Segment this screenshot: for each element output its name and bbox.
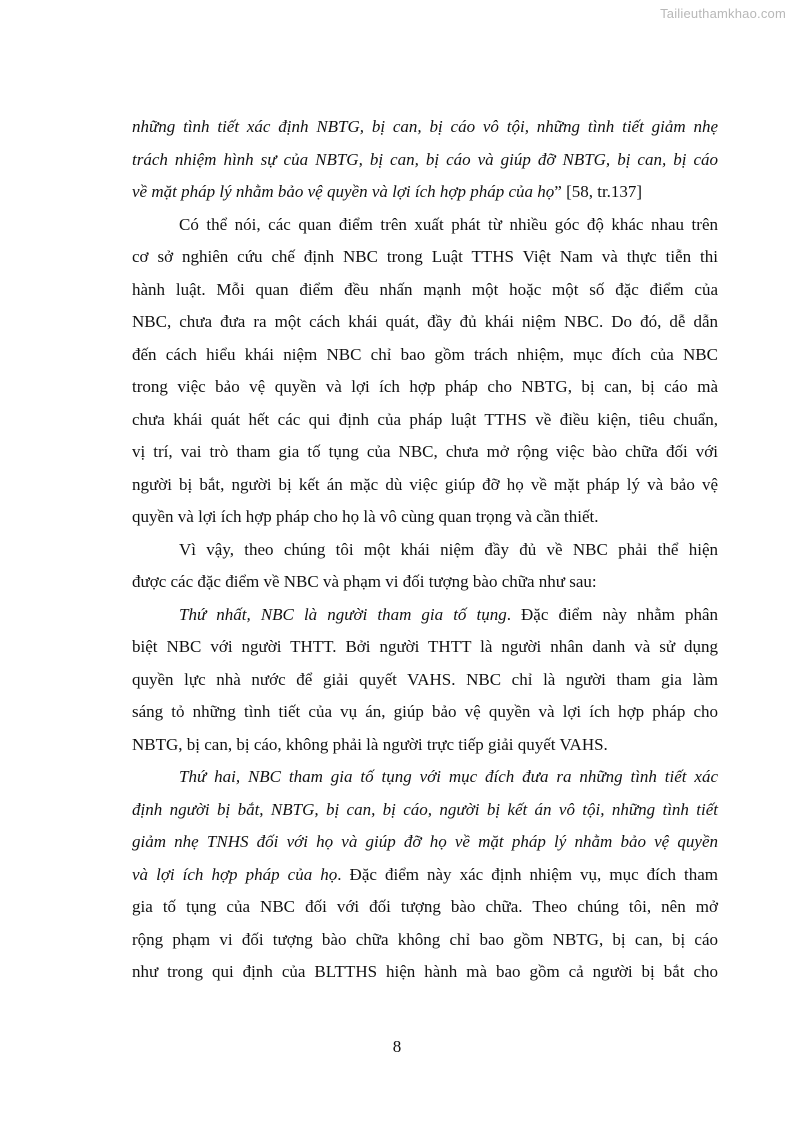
citation: ” [58, tr.137]: [554, 182, 643, 201]
text-line: gia tố tụng của NBC đối với đối tượng bào chữa. Theo chúng tôi, nên mở: [132, 897, 718, 916]
text-line: được các đặc điểm về NBC và phạm vi đối tượng bào chữa như sau:: [132, 572, 597, 591]
text-line: quyền và lợi ích hợp pháp cho họ là vô cùng quan trọng và cần thiết.: [132, 507, 599, 526]
text-line: định người bị bắt, NBTG, bị can, bị cáo, người bị kết án vô tội, những tình tiết: [132, 799, 718, 819]
text-line: biệt NBC với người THTT. Bởi người THTT là người nhân danh và sử dụng: [132, 637, 718, 656]
text-line: Vì vậy, theo chúng tôi một khái niệm đầy đủ về NBC phải thể hiện: [179, 539, 718, 559]
document-body: [132, 111, 718, 989]
text-line: giảm nhẹ TNHS đối với họ và giúp đỡ họ về mặt pháp lý nhằm bảo vệ quyền: [132, 832, 718, 851]
watermark: Tailieuthamkhao.com: [660, 6, 786, 21]
page-number: 8: [392, 1037, 402, 1056]
text-line: sáng tỏ những tình tiết của vụ án, giúp bảo vệ quyền và lợi ích hợp pháp cho: [132, 702, 718, 721]
text-line: trong việc bảo vệ quyền và lợi ích hợp pháp cho NBTG, bị can, bị cáo mà: [132, 377, 718, 396]
text-line: chưa khái quát hết các qui định của pháp luật TTHS về điều kiện, tiêu chuẩn,: [132, 409, 718, 429]
text-line: đến cách hiểu khái niệm NBC chỉ bao gồm trách nhiệm, mục đích của NBC: [132, 344, 718, 364]
text-line: như trong qui định của BLTTHS hiện hành mà bao gồm cả người bị bắt cho: [132, 962, 718, 981]
italic-span: về mặt pháp lý nhằm bảo vệ quyền và lợi ích hợp pháp của họ: [132, 182, 555, 201]
text-line: vị trí, vai trò tham gia tố tụng của NBC, chưa mở rộng việc bào chữa đối với: [132, 442, 718, 461]
text-span: . Đặc điểm này nhằm phân: [506, 604, 718, 624]
text-line: người bị bắt, người bị kết án mặc dù việc giúp đỡ họ về mặt pháp lý và bảo vệ: [132, 474, 718, 494]
text-line: Thứ hai, NBC tham gia tố tụng với mục đích đưa ra những tình tiết xác: [179, 767, 718, 786]
text-line: rộng phạm vi đối tượng bào chữa không chỉ bao gồm NBTG, bị can, bị cáo: [132, 929, 718, 949]
italic-span: Thứ nhất, NBC là người tham gia tố tụng: [179, 604, 507, 624]
italic-span: và lợi ích hợp pháp của họ: [132, 864, 338, 884]
text-line: NBTG, bị can, bị cáo, không phải là người trực tiếp giải quyết VAHS.: [132, 734, 608, 754]
text-line: NBC, chưa đưa ra một cách khái quát, đầy đủ khái niệm NBC. Do đó, dễ dẫn: [132, 312, 718, 331]
text-line: cơ sở nghiên cứu chế định NBC trong Luật TTHS Việt Nam và thực tiễn thi: [132, 247, 718, 266]
text-line: những tình tiết xác định NBTG, bị can, bị cáo vô tội, những tình tiết giảm nhẹ: [132, 117, 718, 136]
text-line: [132, 176, 718, 209]
text-line: trách nhiệm hình sự của NBTG, bị can, bị cáo và giúp đỡ NBTG, bị can, bị cáo: [132, 149, 718, 169]
text-span: . Đặc điểm này xác định nhiệm vụ, mục đích tham: [337, 864, 718, 884]
text-line: hành luật. Mỗi quan điểm đều nhấn mạnh một hoặc một số đặc điểm của: [132, 279, 718, 299]
text-line: Có thể nói, các quan điểm trên xuất phát từ nhiều góc độ khác nhau trên: [179, 214, 718, 234]
text-line: [132, 599, 718, 632]
text-line: quyền lực nhà nước để giải quyết VAHS. NBC chỉ là người tham gia làm: [132, 669, 718, 689]
text-line: [132, 859, 718, 892]
